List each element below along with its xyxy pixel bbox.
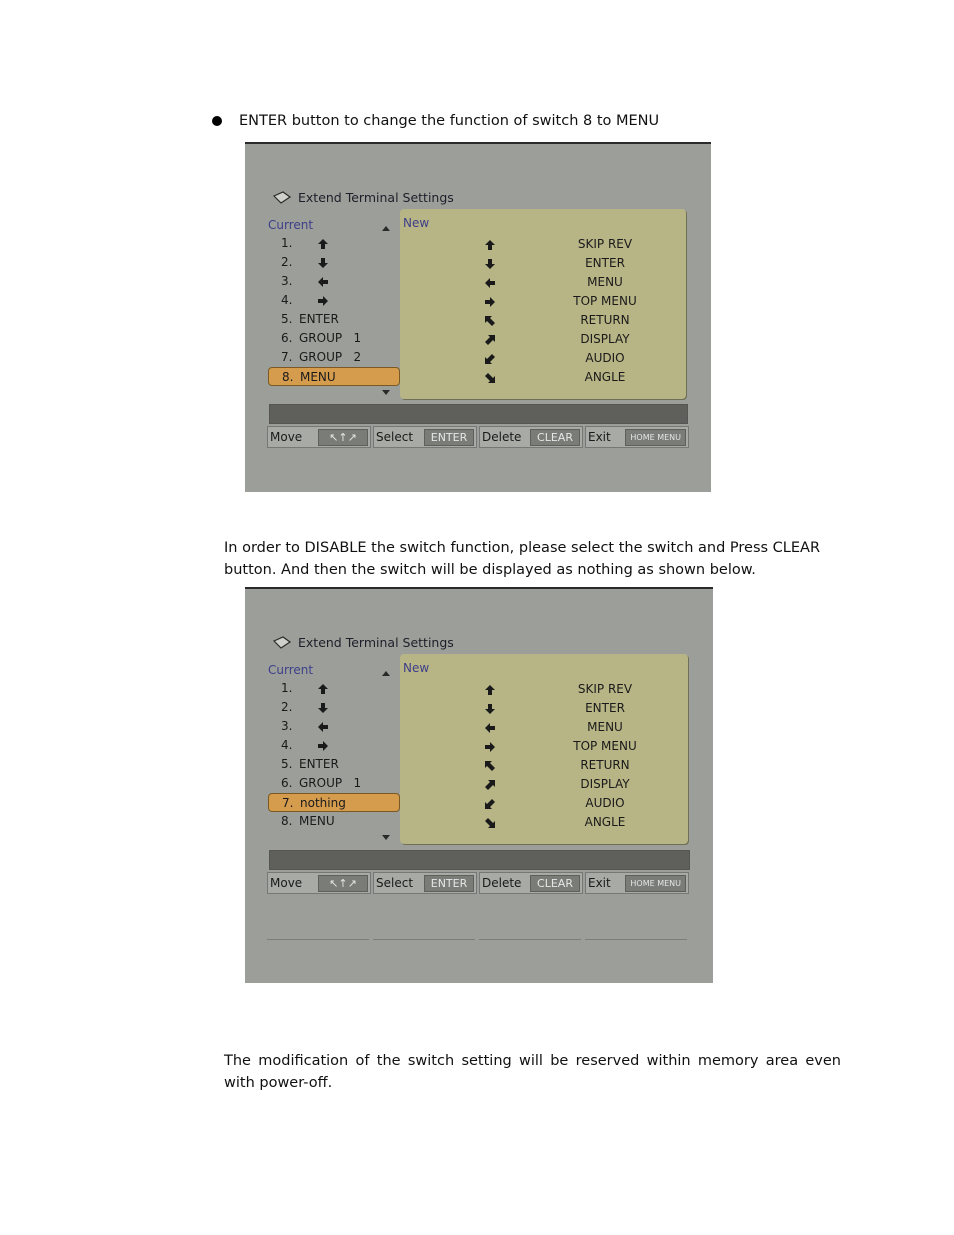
new-item-value: MENU [587,275,623,289]
new-item-value: TOP MENU [573,739,637,753]
new-item-value: SKIP REV [577,682,633,696]
arrow-down-icon [484,258,496,270]
legend-delete [479,426,583,448]
current-item-name: MENU [300,370,336,384]
legend-key: ↖↑↗ [318,875,368,892]
scroll-up-icon [382,226,390,231]
current-item[interactable] [268,736,400,755]
new-item[interactable] [400,794,688,813]
arrow-up-icon [484,239,496,251]
new-item[interactable] [400,254,686,273]
arrow-up-icon [317,238,329,250]
legend-key: CLEAR [530,429,580,446]
bullet-line [212,113,659,129]
legend-label: Select [376,876,414,890]
current-item-number: 2. [281,700,293,714]
arrow-right-icon [484,296,496,308]
current-item-name: MENU [299,814,335,828]
arrow-down-icon [317,702,329,714]
current-item-number: 3. [281,274,293,288]
arrow-right-icon [317,295,329,307]
new-item-value: TOP MENU [573,294,637,308]
current-item[interactable] [268,310,400,329]
current-item-name: GROUP 1 [299,331,362,345]
screen-title: Extend Terminal Settings [272,190,454,205]
current-item[interactable] [268,234,400,253]
current-item[interactable] [268,253,400,272]
arrow-up-right-icon [484,779,496,791]
message-bar [269,850,690,870]
new-item-value: AUDIO [585,351,625,365]
legend-exit [585,426,689,448]
current-item[interactable] [268,774,400,793]
legend-exit [585,872,689,894]
current-item-number: 5. [281,312,293,326]
current-item-selected[interactable] [268,793,400,812]
arrow-down-icon [484,703,496,715]
underline-row [267,939,687,940]
disable-paragraph: In order to DISABLE the switch function, please select the switch and Press CLEAR button. And then the switch will be displayed as nothing as shown below. [224,540,821,578]
legend-key: HOME MENU [625,875,686,892]
legend-key: ENTER [424,429,474,446]
new-item[interactable] [400,330,686,349]
new-item[interactable] [400,718,688,737]
arrow-up-left-icon [484,760,496,772]
remote-icon [272,636,292,650]
arrow-right-icon [317,740,329,752]
new-item-value: DISPLAY [580,777,630,791]
current-item[interactable] [268,698,400,717]
new-item-value: ANGLE [584,815,626,829]
legend-label: Delete [482,430,522,444]
new-item-value: ENTER [585,256,625,270]
arrow-left-icon [484,277,496,289]
footer-paragraph: The modification of the switch setting will be reserved within memory area even with power-off. [224,1053,841,1091]
arrow-right-icon [484,741,496,753]
current-list [268,234,400,386]
new-item[interactable] [400,737,688,756]
scroll-down-icon [382,390,390,395]
bullet-dot-icon [212,116,222,126]
arrow-left-icon [317,276,329,288]
arrow-up-right-icon [484,334,496,346]
current-item-number: 5. [281,757,293,771]
current-item-selected[interactable] [268,367,400,386]
screenshot-extend-terminal-settings-1 [245,142,711,492]
new-item-value: RETURN [580,758,630,772]
new-label: New [403,216,430,230]
new-item[interactable] [400,775,688,794]
new-item[interactable] [400,699,688,718]
bullet-text: ENTER button to change the function of switch 8 to MENU [239,113,660,129]
current-item-number: 8. [281,814,293,828]
current-list [268,679,400,831]
current-item-name: GROUP 1 [299,776,362,790]
arrow-down-right-icon [484,817,496,829]
current-item-number: 3. [281,719,293,733]
arrow-down-left-icon [484,798,496,810]
current-item[interactable] [268,291,400,310]
current-item-number: 6. [281,776,293,790]
new-item-value: MENU [587,720,623,734]
legend-key: ↖↑↗ [318,429,368,446]
new-panel [400,654,688,844]
new-item-value: SKIP REV [577,237,633,251]
button-bar [267,872,689,896]
arrow-down-icon [317,257,329,269]
new-item-value: RETURN [580,313,630,327]
legend-delete [479,872,583,894]
arrow-left-icon [484,722,496,734]
current-label: Current [268,663,314,677]
new-item-value: AUDIO [585,796,625,810]
current-item-number: 2. [281,255,293,269]
legend-move [267,872,371,894]
button-bar [267,426,689,450]
arrow-left-icon [317,721,329,733]
current-item-number: 4. [281,293,293,307]
remote-icon [272,191,292,205]
screenshot-extend-terminal-settings-2 [245,587,713,983]
arrow-down-right-icon [484,372,496,384]
arrow-up-icon [484,684,496,696]
legend-label: Select [376,430,414,444]
current-item[interactable] [268,329,400,348]
legend-label: Delete [482,876,522,890]
current-item[interactable] [268,272,400,291]
legend-label: Exit [588,430,611,444]
legend-label: Exit [588,876,611,890]
current-item-number: 1. [281,236,293,250]
legend-select [373,426,477,448]
current-item[interactable] [268,348,400,367]
new-item[interactable] [400,311,686,330]
new-panel [400,209,686,399]
legend-label: Move [270,430,303,444]
scroll-up-icon [382,671,390,676]
new-item[interactable] [400,292,686,311]
current-item[interactable] [268,755,400,774]
current-item-name: GROUP 2 [299,350,362,364]
new-item-value: ENTER [585,701,625,715]
current-item-number: 1. [281,681,293,695]
legend-move [267,426,371,448]
new-item[interactable] [400,813,688,832]
current-label: Current [268,218,314,232]
legend-key: ENTER [424,875,474,892]
current-item-number: 8. [282,370,294,384]
current-item-name: ENTER [299,312,339,326]
message-bar [269,404,688,424]
current-item-number: 6. [281,331,293,345]
arrow-up-icon [317,683,329,695]
current-item-name: ENTER [299,757,339,771]
new-item[interactable] [400,273,686,292]
legend-label: Move [270,876,303,890]
legend-key: CLEAR [530,875,580,892]
new-item[interactable] [400,368,686,387]
screen-title: Extend Terminal Settings [272,635,454,650]
current-item-number: 7. [281,350,293,364]
arrow-down-left-icon [484,353,496,365]
current-item-number: 4. [281,738,293,752]
new-item-value: ANGLE [584,370,626,384]
current-item-number: 7. [282,796,294,810]
new-item[interactable] [400,349,686,368]
arrow-up-left-icon [484,315,496,327]
new-item[interactable] [400,235,686,254]
new-label: New [403,661,430,675]
current-item[interactable] [268,812,400,831]
scroll-down-icon [382,835,390,840]
new-item[interactable] [400,756,688,775]
new-item-value: DISPLAY [580,332,630,346]
current-item[interactable] [268,679,400,698]
legend-key: HOME MENU [625,429,686,446]
new-item[interactable] [400,680,688,699]
current-item[interactable] [268,717,400,736]
current-item-name: nothing [300,796,346,810]
legend-select [373,872,477,894]
